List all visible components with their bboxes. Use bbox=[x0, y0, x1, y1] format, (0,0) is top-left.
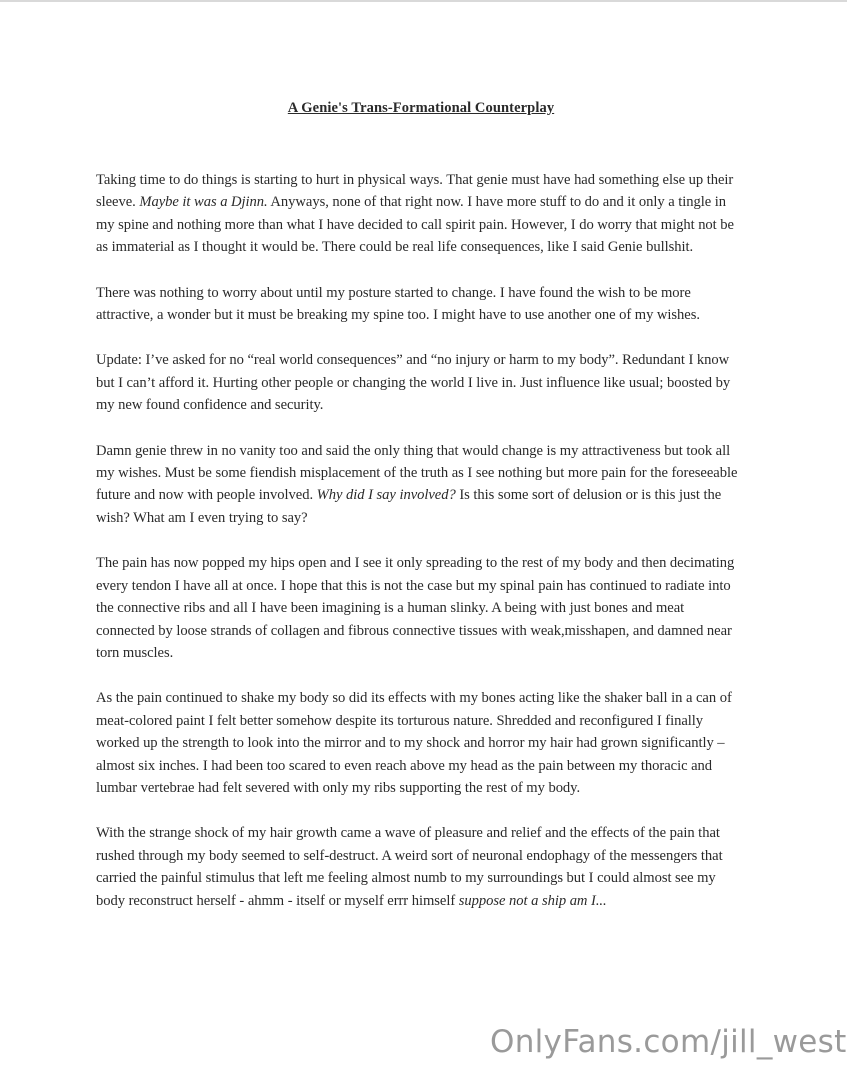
document-page bbox=[96, 100, 746, 935]
document-title: A Genie's Trans-Formational Counterplay bbox=[287, 100, 555, 116]
paragraph-3-text: Update: I’ve asked for no “real world consequences” and “no injury or harm to my body”. Redundant I know but I can’t afford it. Hurting other people or changing the world I live in. Just influence like usual; boosted by my new found confidence and security. bbox=[96, 352, 731, 414]
paragraph-7-text: With the strange shock of my hair growth came a wave of pleasure and relief and the effects of the pain that rushed through my body seemed to self-destruct. A weird sort of neuronal endophagy of the messengers that carried the painful stimulus that left me feeling almost numb to my surroundings but I could almost see my body reconstruct herself - ahmm - itself or myself errr himself bbox=[96, 825, 723, 909]
paragraph-6 bbox=[96, 687, 746, 799]
paragraph-2 bbox=[96, 282, 746, 327]
paragraph-6-text: As the pain continued to shake my body so did its effects with my bones acting like the shaker ball in a can of meat-colored paint I felt better somehow despite its torturous nature. Shredded and reconfigured I finally worked up the strength to look into the mirror and to my shock and horror my hair had grown significantly – almost six inches. I had been too scared to even reach above my head as the pain between my thoracic and lumbar vertebrae had felt severed with only my ribs supporting the rest of my body. bbox=[96, 690, 732, 796]
paragraph-7 bbox=[96, 822, 746, 912]
paragraph-4-italic: Why did I say involved? bbox=[316, 487, 456, 504]
paragraph-1-text-a: Taking time to do things is starting to hurt in physical ways. That genie must have had something else up their sleeve. bbox=[96, 172, 734, 211]
paragraph-5 bbox=[96, 552, 746, 664]
paragraph-4-text-a: Damn genie threw in no vanity too and said the only thing that would change is my attractiveness but took all my wishes. Must be some fiendish misplacement of the truth as I see nothing but more pain for the foreseeable future and now with people involved. bbox=[96, 442, 738, 504]
paragraph-4 bbox=[96, 440, 746, 530]
paragraph-7-italic: suppose not a ship am I... bbox=[458, 892, 607, 909]
paragraph-4-text-b: Is this some sort of delusion or is this just the wish? What am I even trying to say? bbox=[96, 487, 722, 526]
paragraph-1 bbox=[96, 169, 746, 259]
paragraph-1-text-b: Anyways, none of that right now. I have more stuff to do and it only a tingle in my spine and nothing more than what I have decided to call spirit pain. However, I do worry that might not be as immaterial as I thought it would be. There could be real life consequences, like I said Genie bullshit. bbox=[96, 194, 734, 256]
paragraph-2-text: There was nothing to worry about until my posture started to change. I have found the wish to be more attractive, a wonder but it must be breaking my spine too. I might have to use another one of my wishes. bbox=[96, 284, 700, 324]
paragraph-1-italic: Maybe it was a Djinn. bbox=[139, 194, 268, 211]
top-border bbox=[0, 0, 847, 2]
watermark-text: OnlyFans.com/jill_west bbox=[490, 1024, 847, 1060]
paragraph-5-text: The pain has now popped my hips open and I see it only spreading to the rest of my body and then decimating every tendon I have all at once. I hope that this is not the case but my spinal pain has continued to radiate into the connective ribs and all I have been imagining is a human slinky. A being with just bones and meat connected by loose strands of collagen and fibrous connective tissues with weak,misshapen, and damned near torn muscles. bbox=[96, 555, 735, 661]
paragraph-3 bbox=[96, 349, 746, 416]
